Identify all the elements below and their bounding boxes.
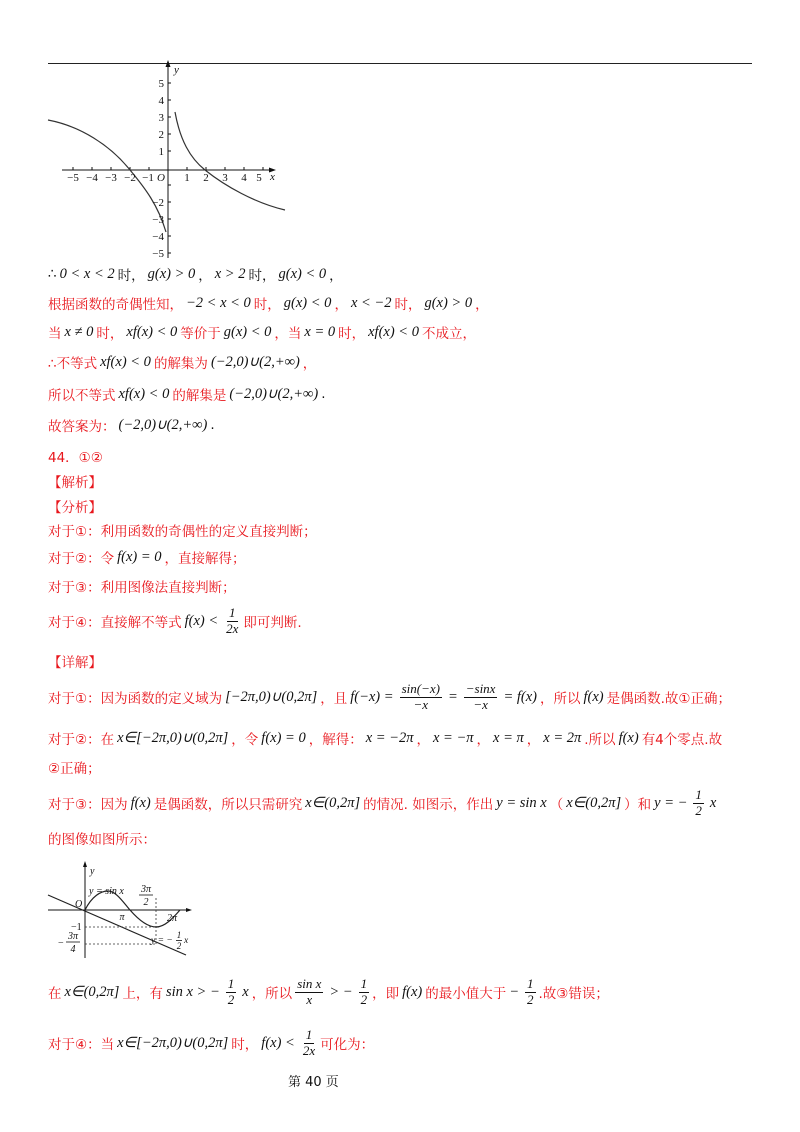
text-run: ）和 <box>624 797 652 813</box>
fraction-denominator: 2 <box>695 802 702 818</box>
text-run: 对于③：因为 <box>48 797 128 813</box>
math-expression: g(x) < 0 <box>223 323 272 340</box>
fraction-denominator: 2 <box>360 991 368 1007</box>
math-expression: y = − <box>654 794 688 811</box>
math-expression: x∈[−2π,0)∪(0,2π] <box>117 729 229 746</box>
line-label-suffix: x <box>184 936 189 946</box>
text-run: ，当 <box>274 326 302 342</box>
fraction-denominator: 2 <box>227 991 235 1007</box>
math-expression: x = 0 <box>304 323 336 340</box>
text-run: .所以 <box>584 732 616 748</box>
math-expression: f(x) <box>618 729 639 746</box>
text-run: 即可判断. <box>243 615 302 631</box>
text-run: 时， <box>248 268 276 284</box>
math-expression: x > 2 <box>214 265 246 282</box>
math-expression: x ≠ 0 <box>64 323 94 340</box>
text-run: 【分析】 <box>48 500 102 516</box>
figure1-axes <box>62 64 272 258</box>
math-expression: x∈(0,2π] <box>305 794 361 811</box>
x-tick-label: 3 <box>222 172 228 184</box>
line-1 <box>48 263 343 285</box>
x-tick-label: −4 <box>86 172 98 184</box>
math-expression: (−2,0)∪(2,+∞) <box>229 385 319 402</box>
three-pi-over-two-den: 2 <box>143 897 149 908</box>
math-expression: g(x) > 0 <box>147 265 196 282</box>
text-run: 时， <box>231 1037 259 1053</box>
fraction <box>301 1028 317 1059</box>
text-run: ， <box>334 297 348 313</box>
math-expression: xf(x) < 0 <box>118 385 170 402</box>
math-expression: y = sin x <box>496 794 547 811</box>
fraction <box>525 977 536 1008</box>
y-tick-labels <box>152 78 164 260</box>
text-run: 在 <box>48 986 62 1002</box>
text-run: 的解集为 <box>153 356 208 372</box>
math-expression: g(x) < 0 <box>283 294 332 311</box>
text-run: ，直接解得； <box>164 551 246 567</box>
math-expression: x∈(0,2π] <box>64 983 120 1000</box>
text-run: ， <box>302 356 317 372</box>
math-expression: g(x) > 0 <box>424 294 473 311</box>
fraction-numerator: 1 <box>360 975 368 991</box>
minus-sign: − <box>58 938 64 949</box>
math-expression: x <box>709 794 717 811</box>
y-axis-label: y <box>90 866 95 877</box>
line-5 <box>48 383 325 405</box>
math-expression: sin x > − <box>165 983 220 1000</box>
line-detail-3-cont <box>48 827 156 849</box>
y-tick-label: −3 <box>152 214 164 226</box>
text-run: 的最小值大于 <box>425 986 507 1002</box>
math-expression: x∈(0,2π] <box>566 794 622 811</box>
math-expression: f(x) < <box>261 1034 295 1051</box>
text-run: ，所以 <box>539 691 581 707</box>
math-expression: [−2π,0)∪(0,2π] <box>225 688 318 705</box>
math-expression: x = 2π <box>543 729 582 746</box>
text-run: 故答案为： <box>48 419 116 435</box>
math-expression: f(−x) = <box>350 688 394 705</box>
text-run: 对于④：当 <box>48 1037 115 1053</box>
math-expression: = <box>447 688 458 705</box>
text-run: 的解集是 <box>172 388 227 404</box>
text-run: 是偶函数.故①正确； <box>606 691 732 707</box>
text-run: . <box>210 417 215 433</box>
text-run: ， <box>329 268 343 284</box>
line-detail-4 <box>48 1026 375 1058</box>
graph-gx-figure <box>0 0 300 265</box>
math-expression: − <box>509 983 520 1000</box>
text-run: 不成立， <box>421 326 476 342</box>
line-analysis-2 <box>48 546 246 568</box>
sine-curve-label: y = sin x <box>89 886 124 897</box>
math-expression: x = −2π <box>365 729 414 746</box>
line-label-num: 1 <box>176 930 182 940</box>
math-expression: f(x) < <box>184 612 219 629</box>
fraction <box>693 788 704 819</box>
x-axis-label: x <box>270 171 275 183</box>
fraction-denominator: 2x <box>226 620 239 636</box>
text-run: 是偶函数，所以只需研究 <box>153 797 303 813</box>
fraction-numerator: sin(−x) <box>401 680 440 696</box>
text-run: 【解析】 <box>48 475 102 491</box>
line-detail-3-conclusion <box>48 975 609 1007</box>
text-run: 对于④：直接解不等式 <box>48 615 182 631</box>
text-run: ∴ <box>48 266 57 282</box>
text-run: 时， <box>338 326 366 342</box>
line-detail-1 <box>48 680 732 712</box>
math-expression: x = −π <box>432 729 474 746</box>
fraction <box>464 682 498 713</box>
fraction <box>295 977 323 1008</box>
line-3 <box>48 321 476 343</box>
y-tick-label: 4 <box>158 95 164 107</box>
text-run: 44．①② <box>48 450 103 466</box>
line-analysis-3 <box>48 575 236 597</box>
line-detail-2-cont <box>48 756 101 778</box>
math-expression: f(x) <box>130 794 151 811</box>
line-6 <box>48 414 215 436</box>
fraction-numerator: 1 <box>527 975 534 991</box>
fraction-numerator: 1 <box>305 1026 313 1042</box>
text-run: ，且 <box>320 691 348 707</box>
two-pi-label: 2π <box>166 913 178 924</box>
math-expression: f(x) = 0 <box>117 548 162 565</box>
line-label-den: 2 <box>176 941 182 951</box>
text-run: ，解得： <box>308 732 363 748</box>
y-axis-arrow-icon <box>166 60 171 67</box>
text-run: ∴不等式 <box>48 356 98 372</box>
section-fenxi <box>48 495 102 517</box>
page-number: 第 40 页 <box>288 1075 339 1090</box>
math-expression: = f(x) <box>503 688 537 705</box>
math-expression: x = π <box>493 729 524 746</box>
x-tick-label: −2 <box>124 172 136 184</box>
line-y-minus-half-x <box>48 895 186 955</box>
text-run: 对于①：因为函数的定义域为 <box>48 691 223 707</box>
section-xiangjie <box>48 650 102 672</box>
math-expression: xf(x) < 0 <box>368 323 419 340</box>
line-analysis-4 <box>48 604 302 636</box>
text-run: 上，有 <box>122 986 163 1002</box>
x-axis-arrow-icon <box>186 908 192 912</box>
text-run: 所以不等式 <box>48 388 116 404</box>
y-tick-label: 5 <box>158 78 164 90</box>
text-run: 有4个零点.故 <box>641 732 723 748</box>
line-detail-2 <box>48 727 722 749</box>
text-run: 的图像如图所示： <box>48 832 156 848</box>
text-run: 时， <box>253 297 281 313</box>
fraction-denominator: x <box>306 991 313 1007</box>
math-expression: x < −2 <box>350 294 392 311</box>
math-expression: xf(x) < 0 <box>126 323 178 340</box>
text-run: ， <box>476 732 491 748</box>
text-run: 当 <box>48 326 62 342</box>
section-jiexi <box>48 470 102 492</box>
math-expression: > − <box>329 983 353 1000</box>
text-run: ， <box>526 732 541 748</box>
math-expression: f(x) = 0 <box>261 729 306 746</box>
x-tick-label: −5 <box>67 172 79 184</box>
text-run: 的情况. 如图示，作出 <box>363 797 494 813</box>
fraction-numerator: 1 <box>229 604 236 620</box>
text-run: ， <box>198 268 212 284</box>
text-run: 时， <box>96 326 124 342</box>
text-run: ， <box>416 732 430 748</box>
text-run: 时， <box>117 268 145 284</box>
text-run: 对于①：利用函数的奇偶性的定义直接判断； <box>48 524 317 540</box>
fraction-numerator: 1 <box>695 786 702 802</box>
origin-label: O <box>75 899 83 910</box>
graph-sin-figure <box>0 855 200 965</box>
fraction <box>400 682 442 713</box>
math-expression: g(x) < 0 <box>278 265 327 282</box>
y-axis-label: y <box>174 64 179 76</box>
fraction-denominator: 2 <box>527 991 534 1007</box>
fraction <box>359 977 370 1008</box>
y-tick-label: −4 <box>152 231 164 243</box>
y-tick-label: −5 <box>152 248 164 260</box>
math-expression: f(x) <box>583 688 604 705</box>
math-expression: (−2,0)∪(2,+∞) <box>118 416 208 433</box>
text-run: 【详解】 <box>48 655 102 671</box>
math-expression: x∈[−2π,0)∪(0,2π] <box>117 1034 229 1051</box>
line-2 <box>48 292 489 314</box>
text-run: 时， <box>394 297 422 313</box>
y-tick-label: 3 <box>158 112 164 124</box>
line-4 <box>48 351 316 373</box>
right-curve <box>175 112 285 210</box>
text-run: ②正确； <box>48 761 101 777</box>
text-run: ，令 <box>231 732 259 748</box>
fraction-denominator: 2x <box>302 1042 316 1058</box>
text-run: ， <box>475 297 489 313</box>
fraction-denominator: −x <box>473 696 488 712</box>
fraction-numerator: −sinx <box>465 680 496 696</box>
x-tick-label: 2 <box>203 172 209 184</box>
text-run: 对于③：利用图像法直接判断； <box>48 580 236 596</box>
fraction <box>224 606 240 637</box>
math-expression: 0 < x < 2 <box>59 265 115 282</box>
line-label-prefix: y = − <box>151 936 173 946</box>
y-tick-label: 2 <box>158 129 164 141</box>
three-pi-over-four-num: 3π <box>67 931 79 942</box>
line-detail-3 <box>48 786 719 818</box>
pi-label: π <box>119 912 125 923</box>
text-run: 根据函数的奇偶性知， <box>48 297 183 313</box>
minus-one-label: −1 <box>71 922 82 933</box>
x-tick-label: 4 <box>241 172 247 184</box>
question-number <box>48 445 103 467</box>
fraction-numerator: sin x <box>297 975 322 991</box>
line-analysis-1 <box>48 519 317 541</box>
text-run: .故③错误； <box>538 986 609 1002</box>
fraction-numerator: 1 <box>227 975 235 991</box>
x-tick-label: −3 <box>105 172 117 184</box>
text-run: 等价于 <box>180 326 221 342</box>
text-run: ，所以 <box>251 986 293 1002</box>
x-tick-label: 5 <box>256 172 262 184</box>
y-tick-label: −2 <box>152 197 164 209</box>
math-expression: x <box>242 983 249 1000</box>
text-run: 对于②：令 <box>48 551 115 567</box>
x-tick-label: 1 <box>184 172 190 184</box>
origin-label: O <box>157 172 165 184</box>
math-expression: f(x) <box>402 983 423 1000</box>
fraction-denominator: −x <box>413 696 429 712</box>
text-run: ，即 <box>372 986 400 1002</box>
math-expression: −2 < x < 0 <box>186 294 251 311</box>
three-pi-over-four-den: 4 <box>70 944 76 955</box>
y-axis-arrow-icon <box>83 861 87 867</box>
math-expression: (−2,0)∪(2,+∞) <box>210 353 300 370</box>
y-tick-label: 1 <box>158 146 164 158</box>
text-run: 对于②：在 <box>48 732 115 748</box>
text-run: （ <box>549 797 564 813</box>
three-pi-over-two-num: 3π <box>140 884 152 895</box>
text-run: . <box>321 386 326 402</box>
text-run: 可化为： <box>320 1037 375 1053</box>
math-expression: xf(x) < 0 <box>100 353 151 370</box>
fraction <box>226 977 237 1008</box>
x-tick-label: −1 <box>142 172 154 184</box>
